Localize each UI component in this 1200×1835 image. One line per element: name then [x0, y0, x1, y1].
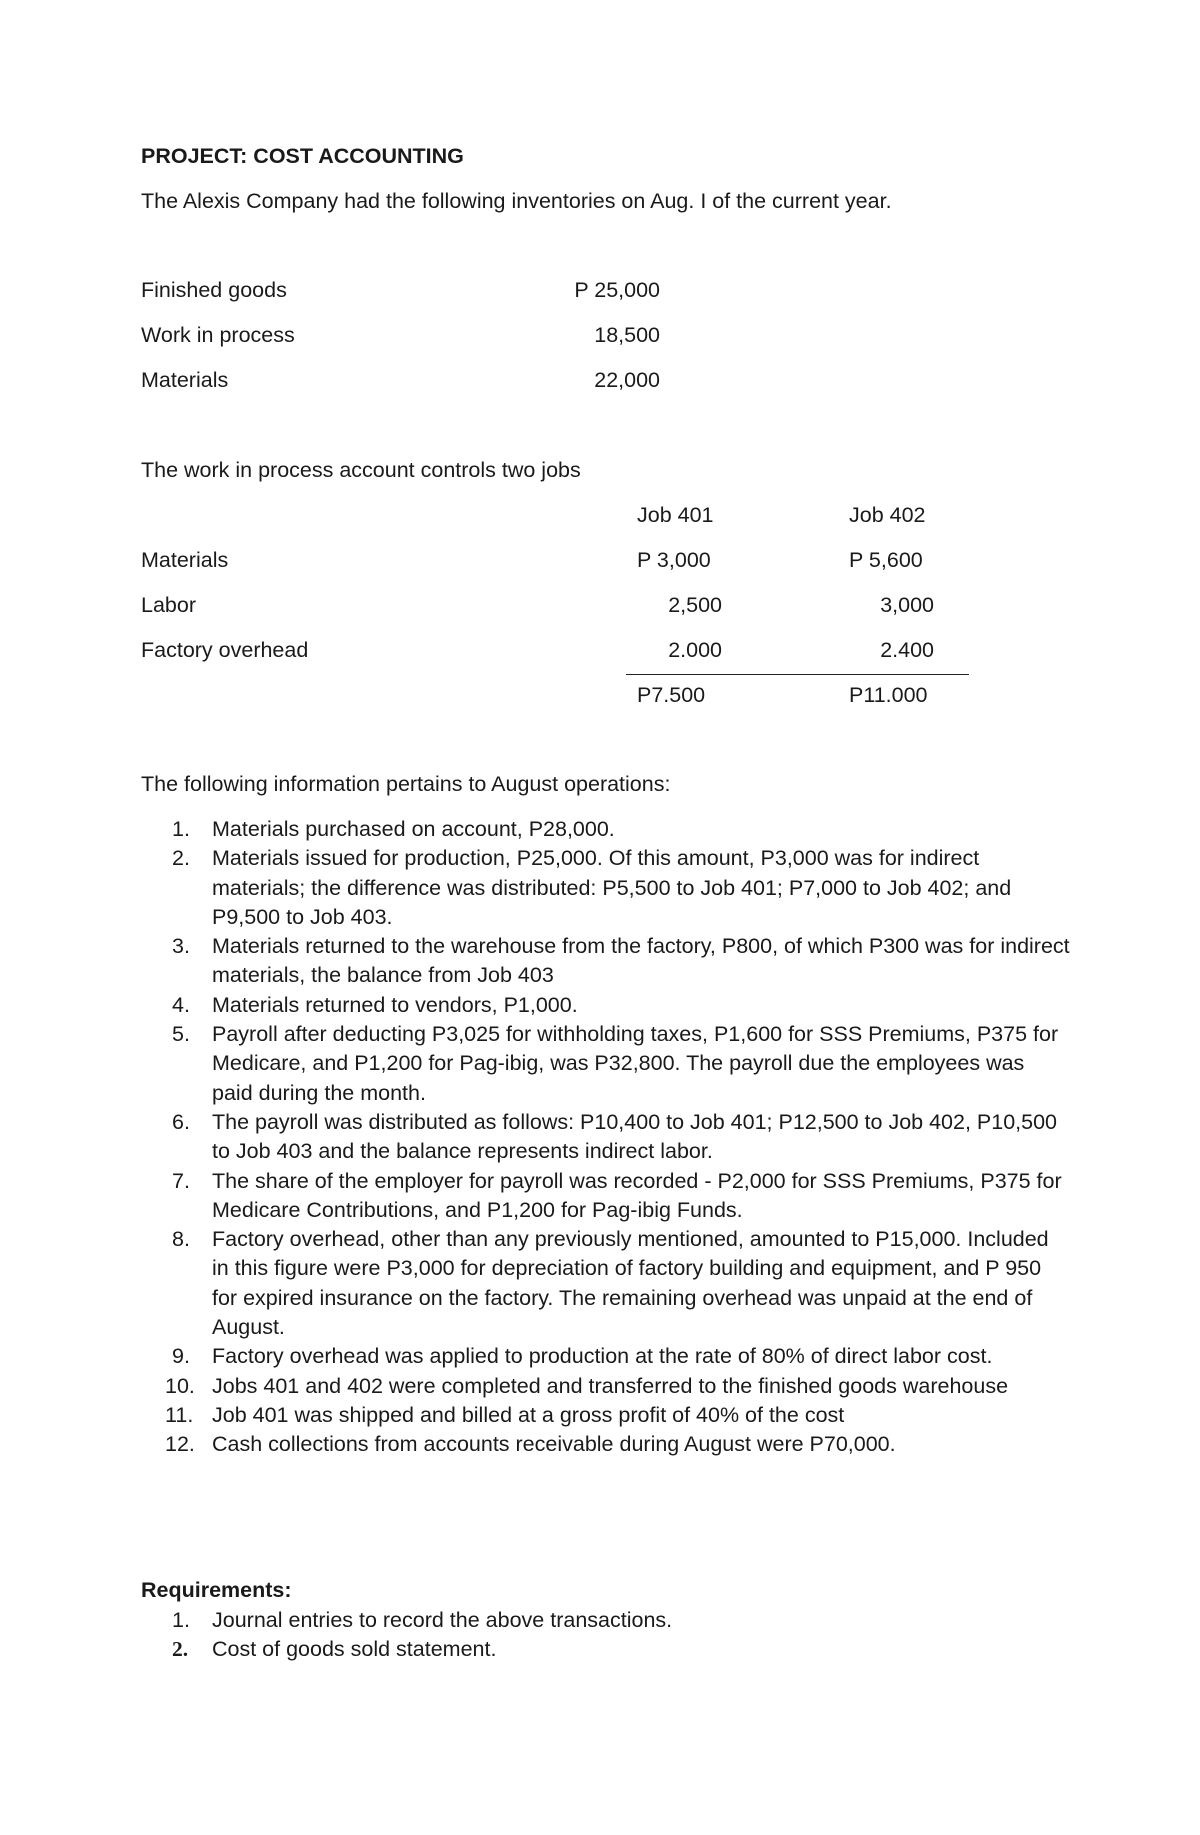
list-item — [140, 1225, 1070, 1342]
item-text: Factory overhead was applied to production at the rate of 80% of direct labor cost. — [212, 1344, 993, 1369]
item-number: 2. — [172, 1637, 189, 1662]
job-402-value: 2.400 — [880, 638, 934, 662]
inventory-value: 18,500 — [594, 323, 660, 347]
inventory-value: P 25,000 — [574, 278, 660, 302]
job-402-value: 3,000 — [880, 593, 934, 617]
item-text: The share of the employer for payroll was recorded - P2,000 for SSS Premiums, P375 for Medicare Contributions, and P1,200 for Pag-ibig Funds. — [212, 1168, 1062, 1222]
item-text: Payroll after deducting P3,025 for withholding taxes, P1,600 for SSS Premiums, P375 for Medicare, and P1,200 for Pag-ibig, was P32,800. The payroll due the employees was paid during the month. — [212, 1022, 1059, 1105]
page-title: PROJECT: COST ACCOUNTING — [141, 144, 464, 168]
list-item — [140, 991, 1070, 1020]
item-text: Journal entries to record the above transactions. — [212, 1608, 673, 1632]
item-number: 1. — [172, 1608, 190, 1632]
jobs-row-label: Factory overhead — [141, 638, 309, 662]
list-item — [140, 1020, 1070, 1108]
job-402-value: P 5,600 — [849, 548, 923, 572]
requirements-heading: Requirements: — [141, 1578, 292, 1602]
item-number: 12. — [165, 1432, 195, 1457]
list-item — [140, 1401, 1070, 1430]
requirements-list — [140, 1606, 1070, 1665]
jobs-row-label: Materials — [141, 548, 229, 572]
list-item — [140, 1342, 1070, 1371]
item-text: Materials purchased on account, P28,000. — [212, 817, 615, 841]
item-text: Materials returned to the warehouse from the factory, P800, of which P300 was for indirect materials, the balance from Job 403 — [212, 934, 1070, 988]
item-number: 1. — [172, 817, 190, 841]
jobs-intro: The work in process account controls two jobs — [141, 458, 581, 482]
item-text: Jobs 401 and 402 were completed and transferred to the finished goods warehouse — [212, 1373, 1009, 1398]
item-number: 6. — [172, 1109, 190, 1134]
item-text: Job 401 was shipped and billed at a gross profit of 40% of the cost — [212, 1402, 845, 1427]
job-401-value: P 3,000 — [637, 548, 711, 572]
job-401-header: Job 401 — [637, 503, 714, 527]
inventory-value: 22,000 — [594, 368, 660, 392]
item-text: Cost of goods sold statement. — [212, 1637, 497, 1662]
list-item — [140, 932, 1070, 991]
list-item — [140, 1167, 1070, 1226]
operations-list — [140, 815, 1070, 1460]
list-item — [140, 1430, 1070, 1459]
item-text: The payroll was distributed as follows: P10,400 to Job 401; P12,500 to Job 402, P10,500 to Job 403 and the balance represents indirect labor. — [212, 1109, 1058, 1164]
item-number: 8. — [172, 1227, 190, 1252]
operations-intro: The following information pertains to August operations: — [141, 772, 671, 796]
item-number: 4. — [172, 992, 190, 1017]
list-item — [140, 1372, 1070, 1401]
item-number: 3. — [172, 934, 190, 959]
item-number: 9. — [172, 1344, 190, 1369]
list-item — [140, 1606, 1070, 1635]
list-item — [140, 1635, 1070, 1664]
inventory-label: Finished goods — [141, 278, 287, 302]
list-item — [140, 844, 1070, 932]
job-401-value: 2,500 — [668, 593, 722, 617]
job-402-header: Job 402 — [849, 503, 926, 527]
jobs-row-label: Labor — [141, 593, 196, 617]
inventory-label: Work in process — [141, 323, 295, 347]
job-401-total: P7.500 — [637, 683, 706, 707]
list-item — [140, 1108, 1070, 1167]
item-text: Cash collections from accounts receivable during August were P70,000. — [212, 1432, 896, 1457]
inventory-label: Materials — [141, 368, 229, 392]
item-number: 10. — [165, 1373, 195, 1398]
item-number: 2. — [172, 846, 190, 871]
intro-text: The Alexis Company had the following inventories on Aug. I of the current year. — [141, 189, 892, 213]
item-text: Materials returned to vendors, P1,000. — [212, 992, 578, 1017]
item-number: 11. — [165, 1402, 194, 1427]
item-number: 5. — [172, 1022, 190, 1047]
item-text: Factory overhead, other than any previously mentioned, amounted to P15,000. Included in this figure were P3,000 for depreciation of factory building and equipment, and P 950 for expired insurance on the factory. The remaining overhead was unpaid at the end of August. — [212, 1227, 1049, 1340]
item-number: 7. — [172, 1168, 190, 1193]
job-401-value: 2.000 — [668, 638, 722, 662]
total-rule — [626, 674, 969, 675]
job-402-total: P11.000 — [849, 683, 928, 707]
list-item — [140, 815, 1070, 844]
item-text: Materials issued for production, P25,000. Of this amount, P3,000 was for indirect materials; the difference was distributed: P5,500 to Job 401; P7,000 to Job 402; and P9,500 to Job 403. — [212, 846, 1012, 929]
